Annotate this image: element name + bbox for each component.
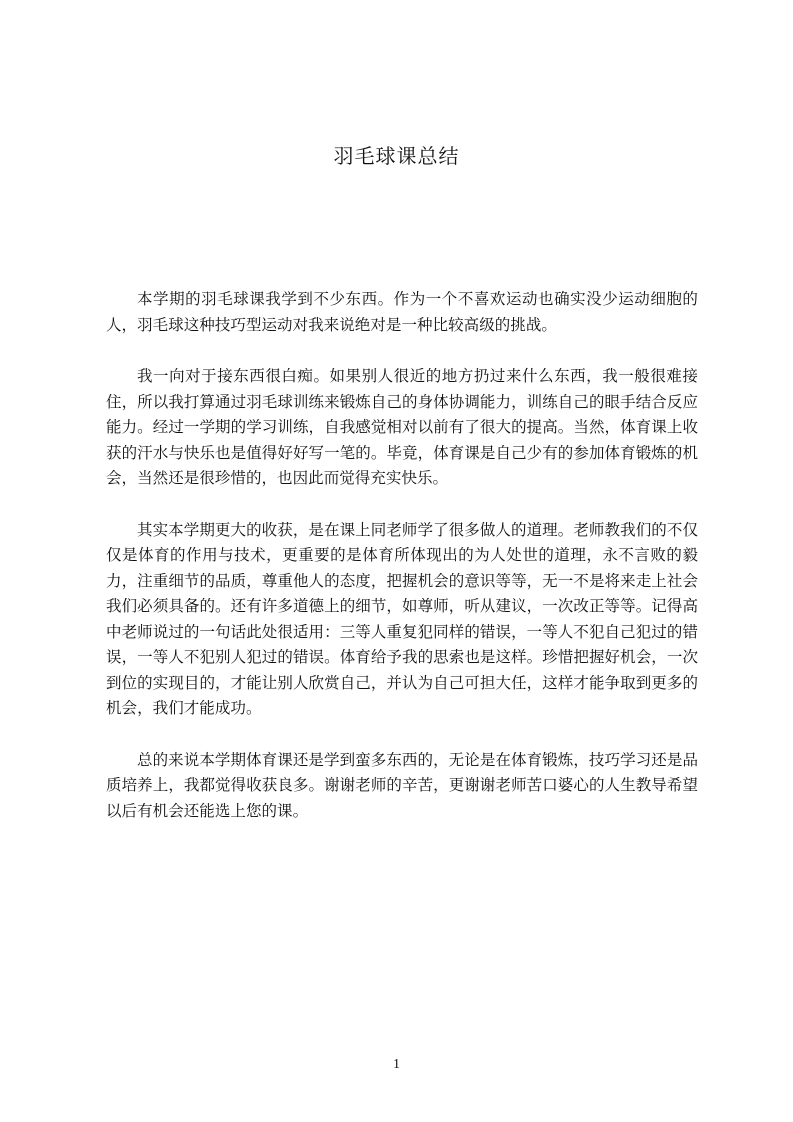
paragraph: 其实本学期更大的收获，是在课上同老师学了很多做人的道理。老师教我们的不仅仅是体育的作用与技术，更重要的是体育所体现出的为人处世的道理，永不言败的毅力，注重细节的品质，尊重他人的态度，把握机会的意识等等，无一不是将来走上社会我们必须具备的。还有许多道德上的细节，如尊师，听从建议，一次改正等等。记得高中老师说过的一句话此处很适用：三等人重复犯同样的错误，一等人不犯自己犯过的错误，一等人不犯别人犯过的错误。体育给予我的思索也是这样。珍惜把握好机会，一次到位的实现目的，才能让别人欣赏自己，并认为自己可担大任，这样才能争取到更多的机会，我们才能成功。 (106, 520, 698, 717)
paragraph: 总的来说本学期体育课还是学到蛮多东西的，无论是在体育锻炼，技巧学习还是品质培养上，我都觉得收获良多。谢谢老师的辛苦，更谢谢老师苦口婆心的人生教导希望以后有机会还能选上您的课。 (106, 750, 698, 820)
document-body (106, 287, 698, 850)
paragraph: 本学期的羽毛球课我学到不少东西。作为一个不喜欢运动也确实没少运动细胞的人，羽毛球这种技巧型运动对我来说绝对是一种比较高级的挑战。 (106, 290, 698, 334)
paragraph: 我一向对于接东西很白痴。如果别人很近的地方扔过来什么东西，我一般很难接住，所以我打算通过羽毛球训练来锻炼自己的身体协调能力，训练自己的眼手结合反应能力。经过一学期的学习训练，自我感觉相对以前有了很大的提高。当然，体育课上收获的汗水与快乐也是值得好好写一笔的。毕竟，体育课是自己少有的参加体育锻炼的机会，当然还是很珍惜的，也因此而觉得充实快乐。 (106, 367, 698, 487)
page-number: 1 (393, 1057, 400, 1072)
document-title: 羽毛球课总结 (333, 144, 460, 168)
